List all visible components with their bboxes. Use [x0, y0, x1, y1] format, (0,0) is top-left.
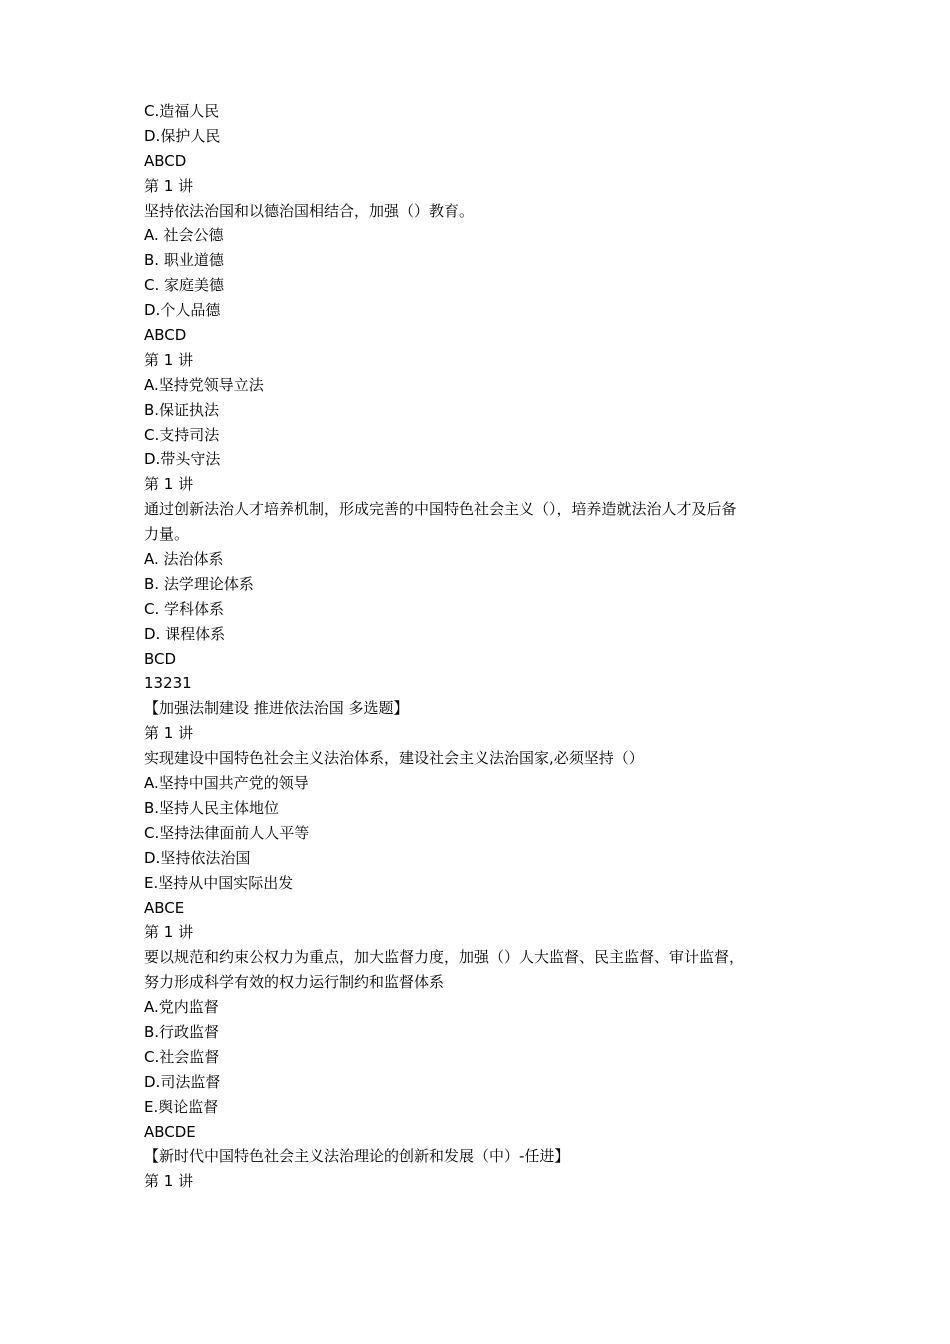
text-line: 第 1 讲	[144, 724, 194, 743]
text-line: D.司法监督	[144, 1072, 221, 1091]
text-line: E.舆论监督	[144, 1097, 219, 1116]
text-line: 坚持依法治国和以德治国相结合，加强（）教育。	[144, 201, 475, 220]
text-line: C.社会监督	[144, 1047, 220, 1066]
text-line: D.保护人民	[144, 126, 221, 145]
text-line: D.坚持依法治国	[144, 848, 251, 867]
text-line: C.坚持法律面前人人平等	[144, 823, 310, 842]
text-line: A. 法治体系	[144, 550, 224, 569]
text-line: BCD	[144, 649, 177, 668]
text-line: C.支持司法	[144, 425, 220, 444]
text-line: ABCDE	[144, 1122, 196, 1141]
text-line: A.坚持党领导立法	[144, 375, 264, 394]
text-line: A. 社会公德	[144, 226, 224, 245]
text-line: A.坚持中国共产党的领导	[144, 774, 309, 793]
text-line: C. 家庭美德	[144, 276, 225, 295]
text-line: 【新时代中国特色社会主义法治理论的创新和发展（中）-任进】	[144, 1147, 570, 1166]
text-line: D.个人品德	[144, 301, 221, 320]
text-line: 【加强法制建设 推进依法治国 多选题】	[144, 699, 409, 718]
text-line: B.保证执法	[144, 400, 220, 419]
text-line: 第 1 讲	[144, 176, 194, 195]
text-line: 第 1 讲	[144, 350, 194, 369]
text-line: B.行政监督	[144, 1022, 220, 1041]
text-line: 努力形成科学有效的权力运行制约和监督体系	[144, 973, 445, 992]
text-line: A.党内监督	[144, 998, 219, 1017]
text-line: 实现建设中国特色社会主义法治体系，建设社会主义法治国家,必须坚持（）	[144, 749, 644, 768]
text-line: D. 课程体系	[144, 624, 226, 643]
text-line: 第 1 讲	[144, 923, 194, 942]
text-line: B. 法学理论体系	[144, 574, 254, 593]
text-line: 13231	[144, 674, 192, 693]
text-line: 要以规范和约束公权力为重点，加大监督力度，加强（）人大监督、民主监督、审计监督，	[144, 948, 745, 967]
document-page	[144, 99, 824, 1194]
text-line: ABCE	[144, 898, 185, 917]
text-line: B. 职业道德	[144, 251, 224, 270]
text-line: D.带头守法	[144, 450, 221, 469]
text-line: E.坚持从中国实际出发	[144, 873, 294, 892]
text-line: 通过创新法治人才培养机制，形成完善的中国特色社会主义（），培养造就法治人才及后备	[144, 500, 737, 519]
text-line: 第 1 讲	[144, 1172, 194, 1191]
text-line: C.造福人民	[144, 102, 220, 120]
text-line: C. 学科体系	[144, 599, 225, 618]
text-line: 第 1 讲	[144, 475, 194, 494]
text-line: ABCD	[144, 151, 187, 170]
text-line: B.坚持人民主体地位	[144, 798, 280, 817]
text-line: ABCD	[144, 326, 187, 345]
text-line: 力量。	[144, 525, 190, 544]
